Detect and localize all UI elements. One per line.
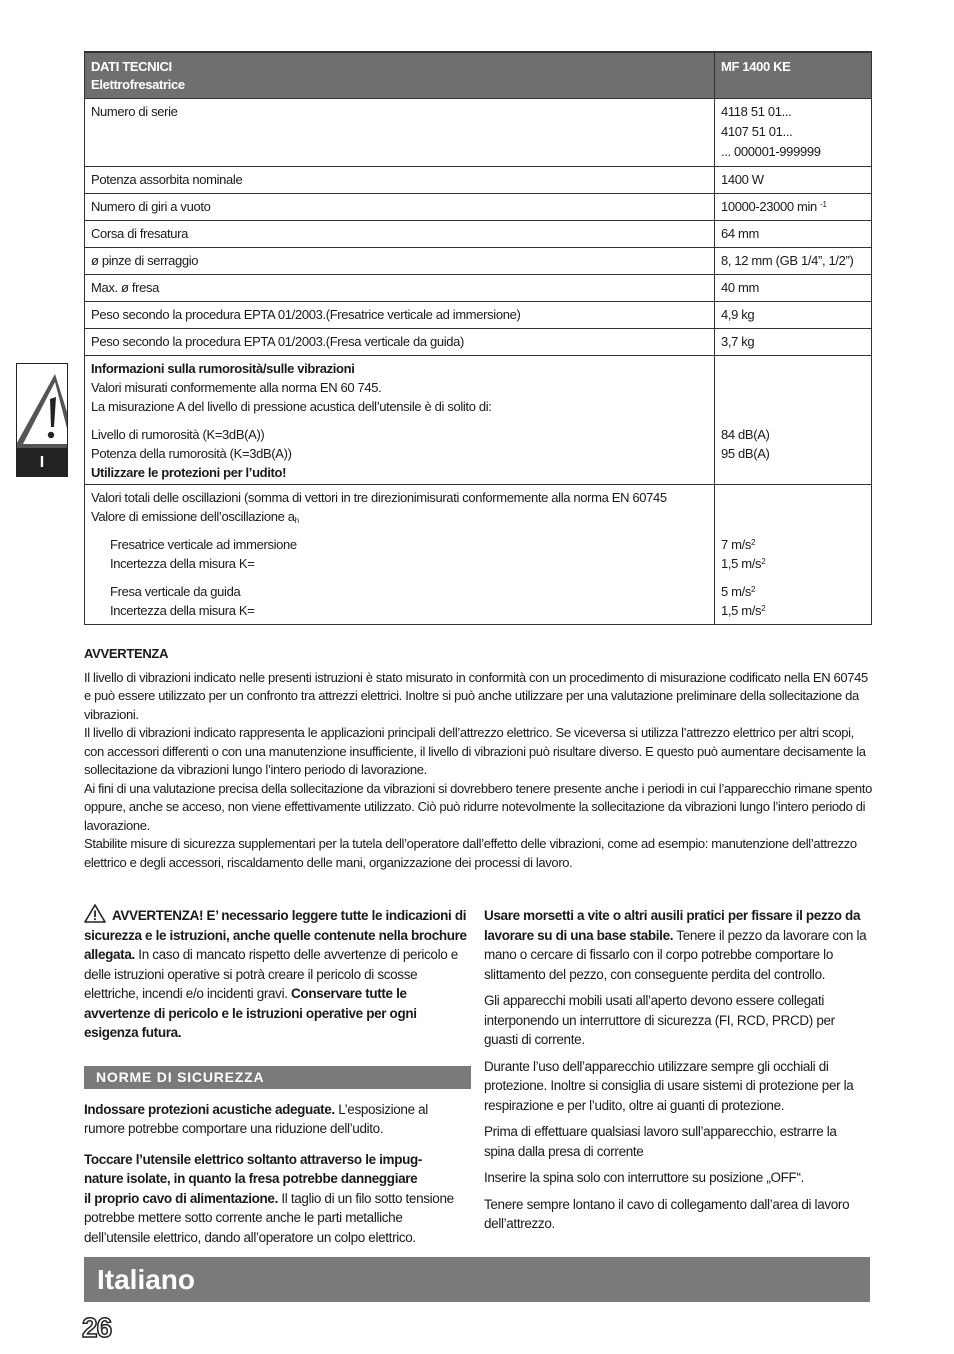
- speed-value: 10000-23000 min: [721, 199, 817, 214]
- table-row: [85, 275, 872, 302]
- safety-paragraph-text: Tenere il pezzo da lavorare con la mano o cercare di fissarlo con il corpo potrebbe comportare lo slittamento del pezzo, con conseguente perdita del controllo.: [484, 927, 867, 982]
- side-tab-letter: I: [16, 449, 68, 477]
- right-column: [484, 906, 870, 1241]
- row-value: 40 mm: [715, 275, 872, 302]
- safety-paragraph-text: L’esposizione al rumore potrebbe comportare una riduzione dell’udito.: [84, 1101, 428, 1136]
- table-row: [85, 248, 872, 275]
- safety-paragraph-bold: Usare morsetti a vite o altri ausili pratici per fissare il pezzo da lavorare su di una base stabile.: [484, 908, 861, 943]
- row-value: 4,9 kg: [715, 302, 872, 329]
- value-text: 7 m/s: [721, 537, 752, 552]
- safety-paragraph: [484, 906, 870, 984]
- warning-paragraph: Il livello di vibrazioni indicato nelle presenti istruzioni è stato misurato in conformità con un procedimento di misurazione codificato nella EN 60745 e può essere utilizzato per un confronto tra attrezzi elettrici. Inoltre si può anche utilizzare per una valutazione preliminare della sollecitazione da vibrazioni.: [84, 669, 868, 722]
- noise-level-label: Livello di rumorosità (K=3dB(A)): [91, 427, 265, 442]
- table-row: [85, 167, 872, 194]
- safety-paragraph-text: Il taglio di un filo sotto tensione potrebbe mettere sotto corrente anche le parti metalliche dell’utensile elettrico, dando all’operatore un colpo elettrico.: [84, 1190, 454, 1245]
- warning-paragraph: Ai fini di una valutazione precisa della sollecitazione da vibrazioni si dovrebbero tenere presente anche i periodi in cui l’apparecchio rimane spento oppure, anche se acceso, non viene effettivamente utilizzato. Ciò può ridurre notevolmente la sollecitazione da vibrazioni lungo l’intero periodo di lavorazione.: [84, 780, 872, 833]
- noise-line1: Valori misurati conformemente alla norma EN 60 745.: [91, 380, 382, 395]
- safety-paragraph: Inserire la spina solo con interruttore su posizione „OFF“.: [484, 1170, 804, 1185]
- safety-paragraph: [84, 1100, 471, 1139]
- noise-level-value: 84 dB(A): [721, 427, 770, 442]
- value-text: 5 m/s: [721, 584, 752, 599]
- row-label: ø pinze di serraggio: [85, 248, 715, 275]
- vibration-item2-value: [721, 582, 865, 601]
- row-label: Peso secondo la procedura EPTA 01/2003.(Fresatrice verticale ad immersione): [85, 302, 715, 329]
- row-value: [715, 194, 872, 221]
- row-label: Peso secondo la procedura EPTA 01/2003.(Fresa verticale da guida): [85, 329, 715, 356]
- table-header-title-cell: [85, 52, 715, 99]
- table-title: DATI TECNICI: [91, 59, 172, 74]
- row-label: Numero di serie: [85, 99, 715, 167]
- row-label: Potenza assorbita nominale: [85, 167, 715, 194]
- vibration-item1-uncertainty-label: Incertezza della misura K=: [110, 556, 255, 571]
- vibration-item1-value: [721, 535, 865, 554]
- speed-exponent: -1: [820, 200, 827, 209]
- language-side-tab: [16, 363, 68, 477]
- general-warning-paragraph: [84, 904, 471, 1043]
- exponent: 2: [751, 538, 756, 547]
- row-label: Corsa di fresatura: [85, 221, 715, 248]
- row-label: Max. ø fresa: [85, 275, 715, 302]
- vibration-item1-label: Fresatrice verticale ad immersione: [110, 537, 297, 552]
- warning-triangle-icon: [17, 364, 68, 449]
- safety-paragraph-bold: Toccare l’utensile elettrico soltanto attraverso le impug-: [84, 1151, 423, 1167]
- row-value: 1400 W: [715, 167, 872, 194]
- table-row: [85, 99, 872, 167]
- safety-paragraph: [84, 1150, 471, 1248]
- safety-paragraph: Durante l’uso dell’apparecchio utilizzare sempre gli occhiali di protezione. Inoltre si consiglia di usare sistemi di protezione per la respirazione e per l’udito, oltre ai guanti di protezione.: [484, 1058, 854, 1113]
- table-row: [85, 329, 872, 356]
- table-model-cell: MF 1400 KE: [715, 52, 872, 99]
- technical-data-table: [84, 51, 872, 625]
- vibration-line2: [91, 507, 708, 526]
- safety-paragraph-bold: Indossare protezioni acustiche adeguate.: [84, 1101, 335, 1117]
- vibration-subscript: h: [294, 516, 299, 525]
- vibration-item2-label: Fresa verticale da guida: [110, 584, 241, 599]
- general-warning-bold: AVVERTENZA! E’ necessario leggere tutte le indicazioni di sicurezza e le istruzioni, anche quelle contenute nella brochure allegata.: [84, 908, 467, 962]
- warning-paragraph: Il livello di vibrazioni indicato rappresenta le applicazioni principali dell’attrezzo elettrico. Se viceversa si utilizza l’attrezzo elettrico per altri scopi, con accessori differenti o con una manutenzione insufficiente, il livello di vibrazioni può risultare diverso. E questo può aumentare decisamente la sollecitazione da vibrazioni lungo l’intero periodo di lavorazione.: [84, 725, 866, 777]
- section-heading-safety: NORME DI SICUREZZA: [84, 1066, 471, 1089]
- serial-value: 4118 51 01...: [721, 104, 792, 119]
- table-row: [85, 194, 872, 221]
- row-value: 3,7 kg: [715, 329, 872, 356]
- serial-value: ... 000001-999999: [721, 144, 821, 159]
- language-footer-bar: Italiano: [84, 1257, 870, 1302]
- exponent: 2: [751, 585, 756, 594]
- safety-paragraph-bold: nature isolate, in quanto la fresa potrebbe danneggiare: [84, 1171, 418, 1186]
- hearing-protection-note: Utilizzare le protezioni per l’udito!: [91, 465, 287, 480]
- vibration-line1: Valori totali delle oscillazioni (somma di vettori in tre direzionimisurati conformemente alla norma EN 60745: [91, 490, 667, 505]
- table-header-row: [85, 52, 872, 99]
- exponent: 2: [761, 557, 766, 566]
- row-value: 8, 12 mm (GB 1/4”, 1/2”): [715, 248, 872, 275]
- warning-paragraph: Stabilite misure di sicurezza supplementari per la tutela dell’operatore dall’effetto delle vibrazioni, come ad esempio: manutenzione dell’attrezzo elettrico e degli accessori, riscaldamento delle mani, organizzazione dei processi di lavoro.: [84, 836, 857, 870]
- noise-title: Informazioni sulla rumorosità/sulle vibrazioni: [91, 361, 355, 376]
- side-warning-box: [16, 363, 68, 449]
- safety-paragraph: Gli apparecchi mobili usati all’aperto devono essere collegati interponendo un interruttore di sicurezza (FI, RCD, PRCD) per guasti di corrente.: [484, 993, 835, 1047]
- vibration-item2-uncertainty-value: [721, 601, 865, 620]
- vibration-warning-block: [84, 645, 874, 872]
- warning-triangle-icon: [84, 904, 106, 923]
- vibration-label-cell: [85, 485, 715, 625]
- vibration-item1-uncertainty-value: [721, 554, 865, 573]
- noise-row: [85, 356, 872, 485]
- noise-power-value: 95 dB(A): [721, 446, 770, 461]
- safety-paragraph-bold: il proprio cavo di alimentazione.: [84, 1190, 278, 1206]
- vibration-line2-text: Valore di emissione dell’oscillazione a: [91, 509, 295, 524]
- vibration-value-cell: [715, 485, 872, 625]
- general-warning-bold-end: Conservare tutte le avvertenze di pericolo e le istruzioni operative per ogni esigenza futura.: [84, 986, 417, 1040]
- left-column: [84, 904, 471, 1254]
- page-number: 26: [82, 1312, 112, 1343]
- vibration-row: [85, 485, 872, 625]
- serial-value: 4107 51 01...: [721, 124, 793, 139]
- safety-paragraph: Tenere sempre lontano il cavo di collegamento dall’area di lavoro dell’attrezzo.: [484, 1196, 850, 1231]
- noise-line2: La misurazione A del livello di pressione acustica dell’utensile è di solito di:: [91, 399, 492, 414]
- safety-paragraph: Prima di effettuare qualsiasi lavoro sull’apparecchio, estrarre la spina dalla presa di corrente: [484, 1124, 837, 1159]
- table-subtitle: Elettrofresatrice: [91, 77, 185, 92]
- general-warning-text: In caso di mancato rispetto delle avvertenze di pericolo e delle istruzioni operative si potrà creare il pericolo di scosse elettriche, incendi e/o incidenti gravi.: [84, 947, 458, 1001]
- table-row: [85, 302, 872, 329]
- row-label: Numero di giri a vuoto: [85, 194, 715, 221]
- warning-title: AVVERTENZA: [84, 646, 169, 661]
- row-value: [715, 99, 872, 167]
- noise-label-cell: [85, 356, 715, 485]
- value-text: 1,5 m/s: [721, 556, 762, 571]
- value-text: 1,5 m/s: [721, 603, 762, 618]
- noise-power-label: Potenza della rumorosità (K=3dB(A)): [91, 446, 292, 461]
- vibration-item2-uncertainty-label: Incertezza della misura K=: [110, 603, 255, 618]
- exponent: 2: [761, 604, 766, 613]
- table-row: [85, 221, 872, 248]
- noise-value-cell: [715, 356, 872, 485]
- row-value: 64 mm: [715, 221, 872, 248]
